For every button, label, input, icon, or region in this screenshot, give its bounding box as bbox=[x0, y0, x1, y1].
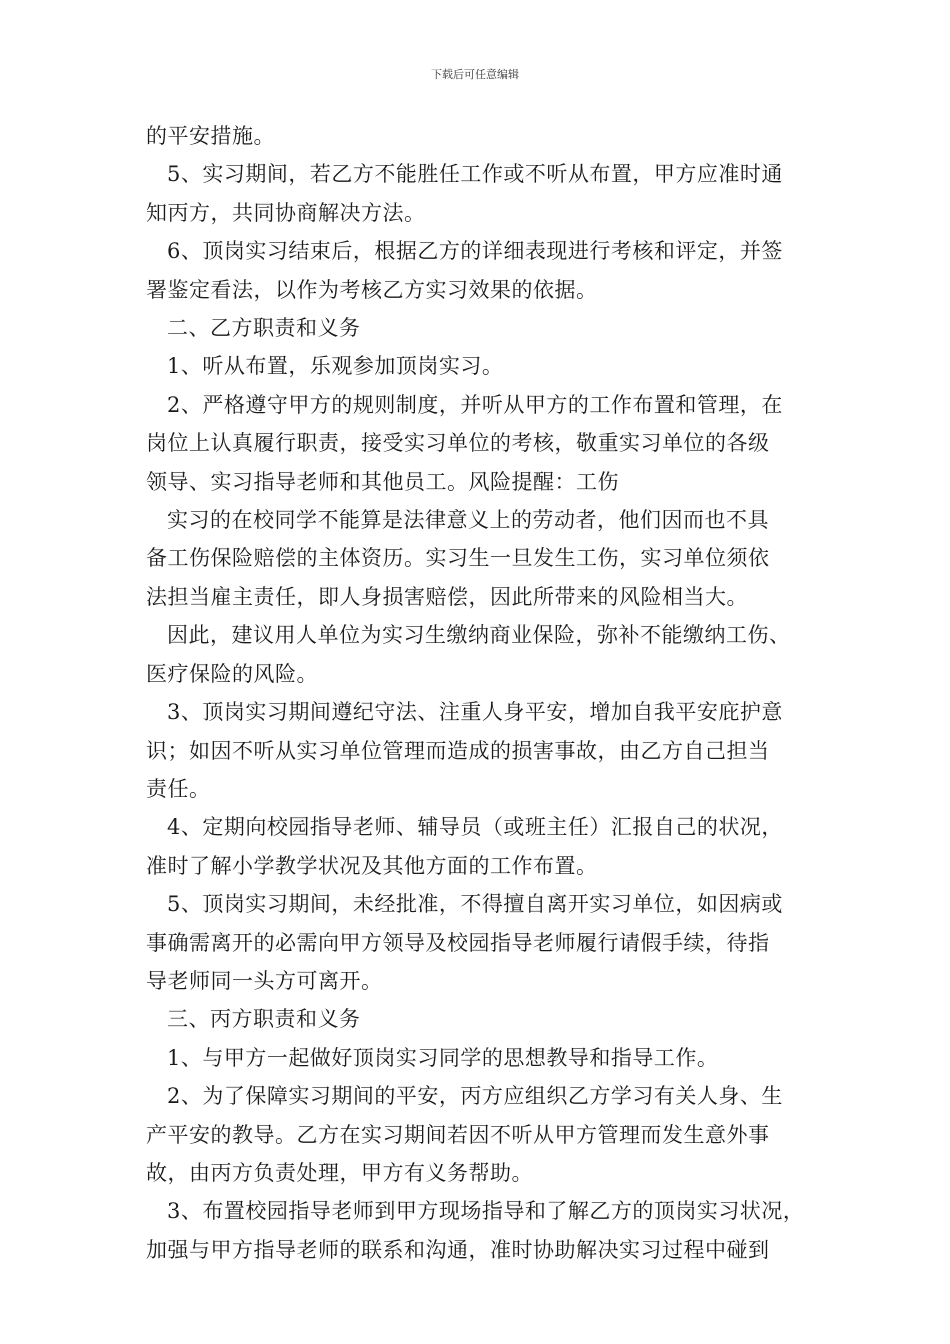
text-line: 二、乙方职责和义务 bbox=[167, 316, 361, 341]
header-note: 下载后可任意编辑 bbox=[431, 68, 519, 81]
text-line: 的平安措施。 bbox=[146, 124, 275, 148]
text-line: 识；如因不听从实习单位管理而造成的损害事故，由乙方自己担当 bbox=[146, 738, 770, 763]
text-line: 三、丙方职责和义务 bbox=[167, 1007, 361, 1032]
document-body bbox=[146, 117, 826, 1269]
text-line: 5、顶岗实习期间，未经批准，不得擅自离开实习单位，如因病或 bbox=[167, 892, 783, 917]
text-line: 2、严格遵守甲方的规则制度，并听从甲方的工作布置和管理，在 bbox=[167, 392, 783, 417]
text-line: 故，由丙方负责处理，甲方有义务帮助。 bbox=[146, 1160, 533, 1185]
text-line: 岗位上认真履行职责，接受实习单位的考核，敬重实习单位的各级 bbox=[146, 431, 770, 456]
text-line: 知丙方，共同协商解决方法。 bbox=[146, 200, 426, 225]
text-line: 实习的在校同学不能算是法律意义上的劳动者，他们因而也不具 bbox=[167, 508, 769, 533]
text-line: 责任。 bbox=[146, 776, 211, 801]
text-line: 事确需离开的必需向甲方领导及校园指导老师履行请假手续，待指 bbox=[146, 930, 770, 955]
text-line: 领导、实习指导老师和其他员工。风险提醒：工伤 bbox=[146, 469, 619, 494]
text-line: 4、定期向校园指导老师、辅导员（或班主任）汇报自己的状况， bbox=[167, 815, 783, 840]
text-line: 因此，建议用人单位为实习生缴纳商业保险，弥补不能缴纳工伤、 bbox=[167, 623, 791, 648]
text-line: 3、布置校园指导老师到甲方现场指导和了解乙方的顶岗实习状况， bbox=[167, 1199, 805, 1224]
text-line: 6、顶岗实习结束后，根据乙方的详细表现进行考核和评定，并签 bbox=[167, 239, 783, 264]
text-line: 5、实习期间，若乙方不能胜任工作或不听从布置，甲方应准时通 bbox=[167, 162, 783, 187]
text-line: 1、听从布置，乐观参加顶岗实习。 bbox=[167, 354, 504, 379]
text-line: 法担当雇主责任，即人身损害赔偿，因此所带来的风险相当大。 bbox=[146, 584, 748, 609]
text-line: 准时了解小学教学状况及其他方面的工作布置。 bbox=[146, 853, 598, 878]
text-line: 导老师同一头方可离开。 bbox=[146, 968, 383, 993]
text-line: 2、为了保障实习期间的平安，丙方应组织乙方学习有关人身、生 bbox=[167, 1084, 783, 1109]
text-line: 备工伤保险赔偿的主体资历。实习生一旦发生工伤，实习单位须依 bbox=[146, 546, 770, 571]
text-line: 加强与甲方指导老师的联系和沟通，准时协助解决实习过程中碰到 bbox=[146, 1237, 770, 1262]
text-line: 署鉴定看法，以作为考核乙方实习效果的依据。 bbox=[146, 277, 598, 302]
text-line: 3、顶岗实习期间遵纪守法、注重人身平安，增加自我平安庇护意 bbox=[167, 700, 783, 725]
text-line: 医疗保险的风险。 bbox=[146, 661, 318, 686]
text-line: 产平安的教导。乙方在实习期间若因不听从甲方管理而发生意外事 bbox=[146, 1122, 770, 1147]
text-line: 1、与甲方一起做好顶岗实习同学的思想教导和指导工作。 bbox=[167, 1045, 719, 1070]
